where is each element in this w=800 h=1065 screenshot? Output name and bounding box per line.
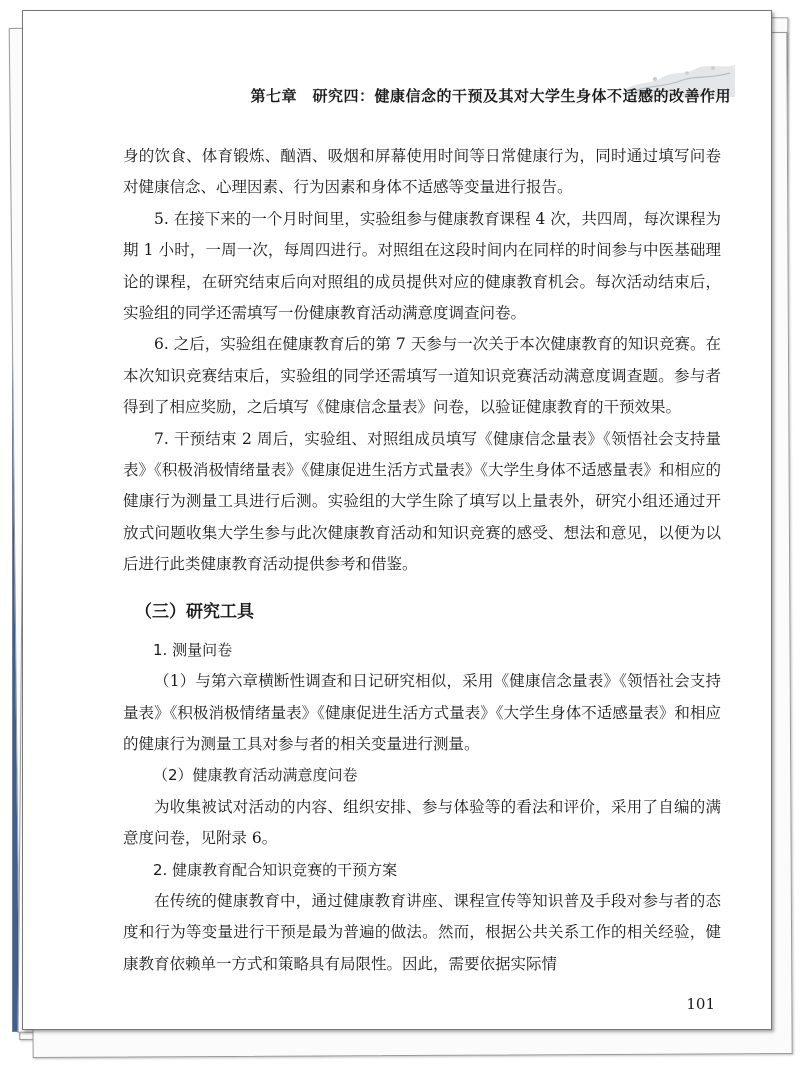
paragraph: 7. 干预结束 2 周后，实验组、对照组成员填写《健康信念量表》《领悟社会支持量表》《积极消极情绪量表》《健康促进生活方式量表》《大学生身体不适感量表》和相应的健康行为测量工具进行后测。实验组的大学生除了填写以上量表外，研究小组还通过开放式问题收集大学生参与此次健康教育活动和知识竞赛的感受、想法和意见，以便为以后进行此类健康教育活动提供参考和借鉴。: [123, 429, 721, 574]
subsection-heading: 1. 测量问卷: [153, 640, 233, 659]
page-number: 101: [686, 995, 715, 1013]
paragraph: 5. 在接下来的一个月时间里，实验组参与健康教育课程 4 次，共四周，每次课程为期 1 小时，一周一次，每周四进行。对照组在这段时间内在同样的时间参与中医基础理论的课程，在研究结束后向对照组的成员提供对应的健康教育机会。每次活动结束后，实验组的同学还需填写一份健康教育活动满意度调查问卷。: [123, 209, 721, 323]
paragraph: （1）与第六章横断性调查和日记研究相似，采用《健康信念量表》《领悟社会支持量表》《积极消极情绪量表》《健康促进生活方式量表》《大学生身体不适感量表》和相应的健康行为测量工具对参与者的相关变量进行测量。: [123, 672, 721, 753]
body-text: [123, 141, 721, 980]
paragraph: 6. 之后，实验组在健康教育后的第 7 天参与一次关于本次健康教育的知识竞赛。在本次知识竞赛结束后，实验组的同学还需填写一道知识竞赛活动满意度调查题。参与者得到了相应奖励，之后填写《健康信念量表》问卷，以验证健康教育的干预效果。: [123, 335, 721, 417]
section-heading: （三）研究工具: [135, 601, 254, 622]
paragraph: 为收集被试对活动的内容、组织安排、参与体验等的看法和评价，采用了自编的满意度问卷，见附录 6。: [123, 797, 721, 848]
subsection-heading: 2. 健康教育配合知识竞赛的干预方案: [153, 860, 398, 879]
subsection-heading: （2）健康教育活动满意度问卷: [153, 766, 358, 785]
running-header: 第七章 研究四：健康信念的干预及其对大学生身体不适感的改善作用: [250, 87, 731, 105]
paragraph: 在传统的健康教育中，通过健康教育讲座、课程宣传等知识普及手段对参与者的态度和行为等变量进行干预是最为普遍的做法。然而，根据公共关系工作的相关经验，健康教育依赖单一方式和策略具有局限性。因此，需要依据实际情: [123, 891, 721, 973]
document-page: [22, 10, 772, 1030]
paragraph: 身的饮食、体育锻炼、酗酒、吸烟和屏幕使用时间等日常健康行为，同时通过填写问卷对健康信念、心理因素、行为因素和身体不适感等变量进行报告。: [123, 147, 721, 197]
